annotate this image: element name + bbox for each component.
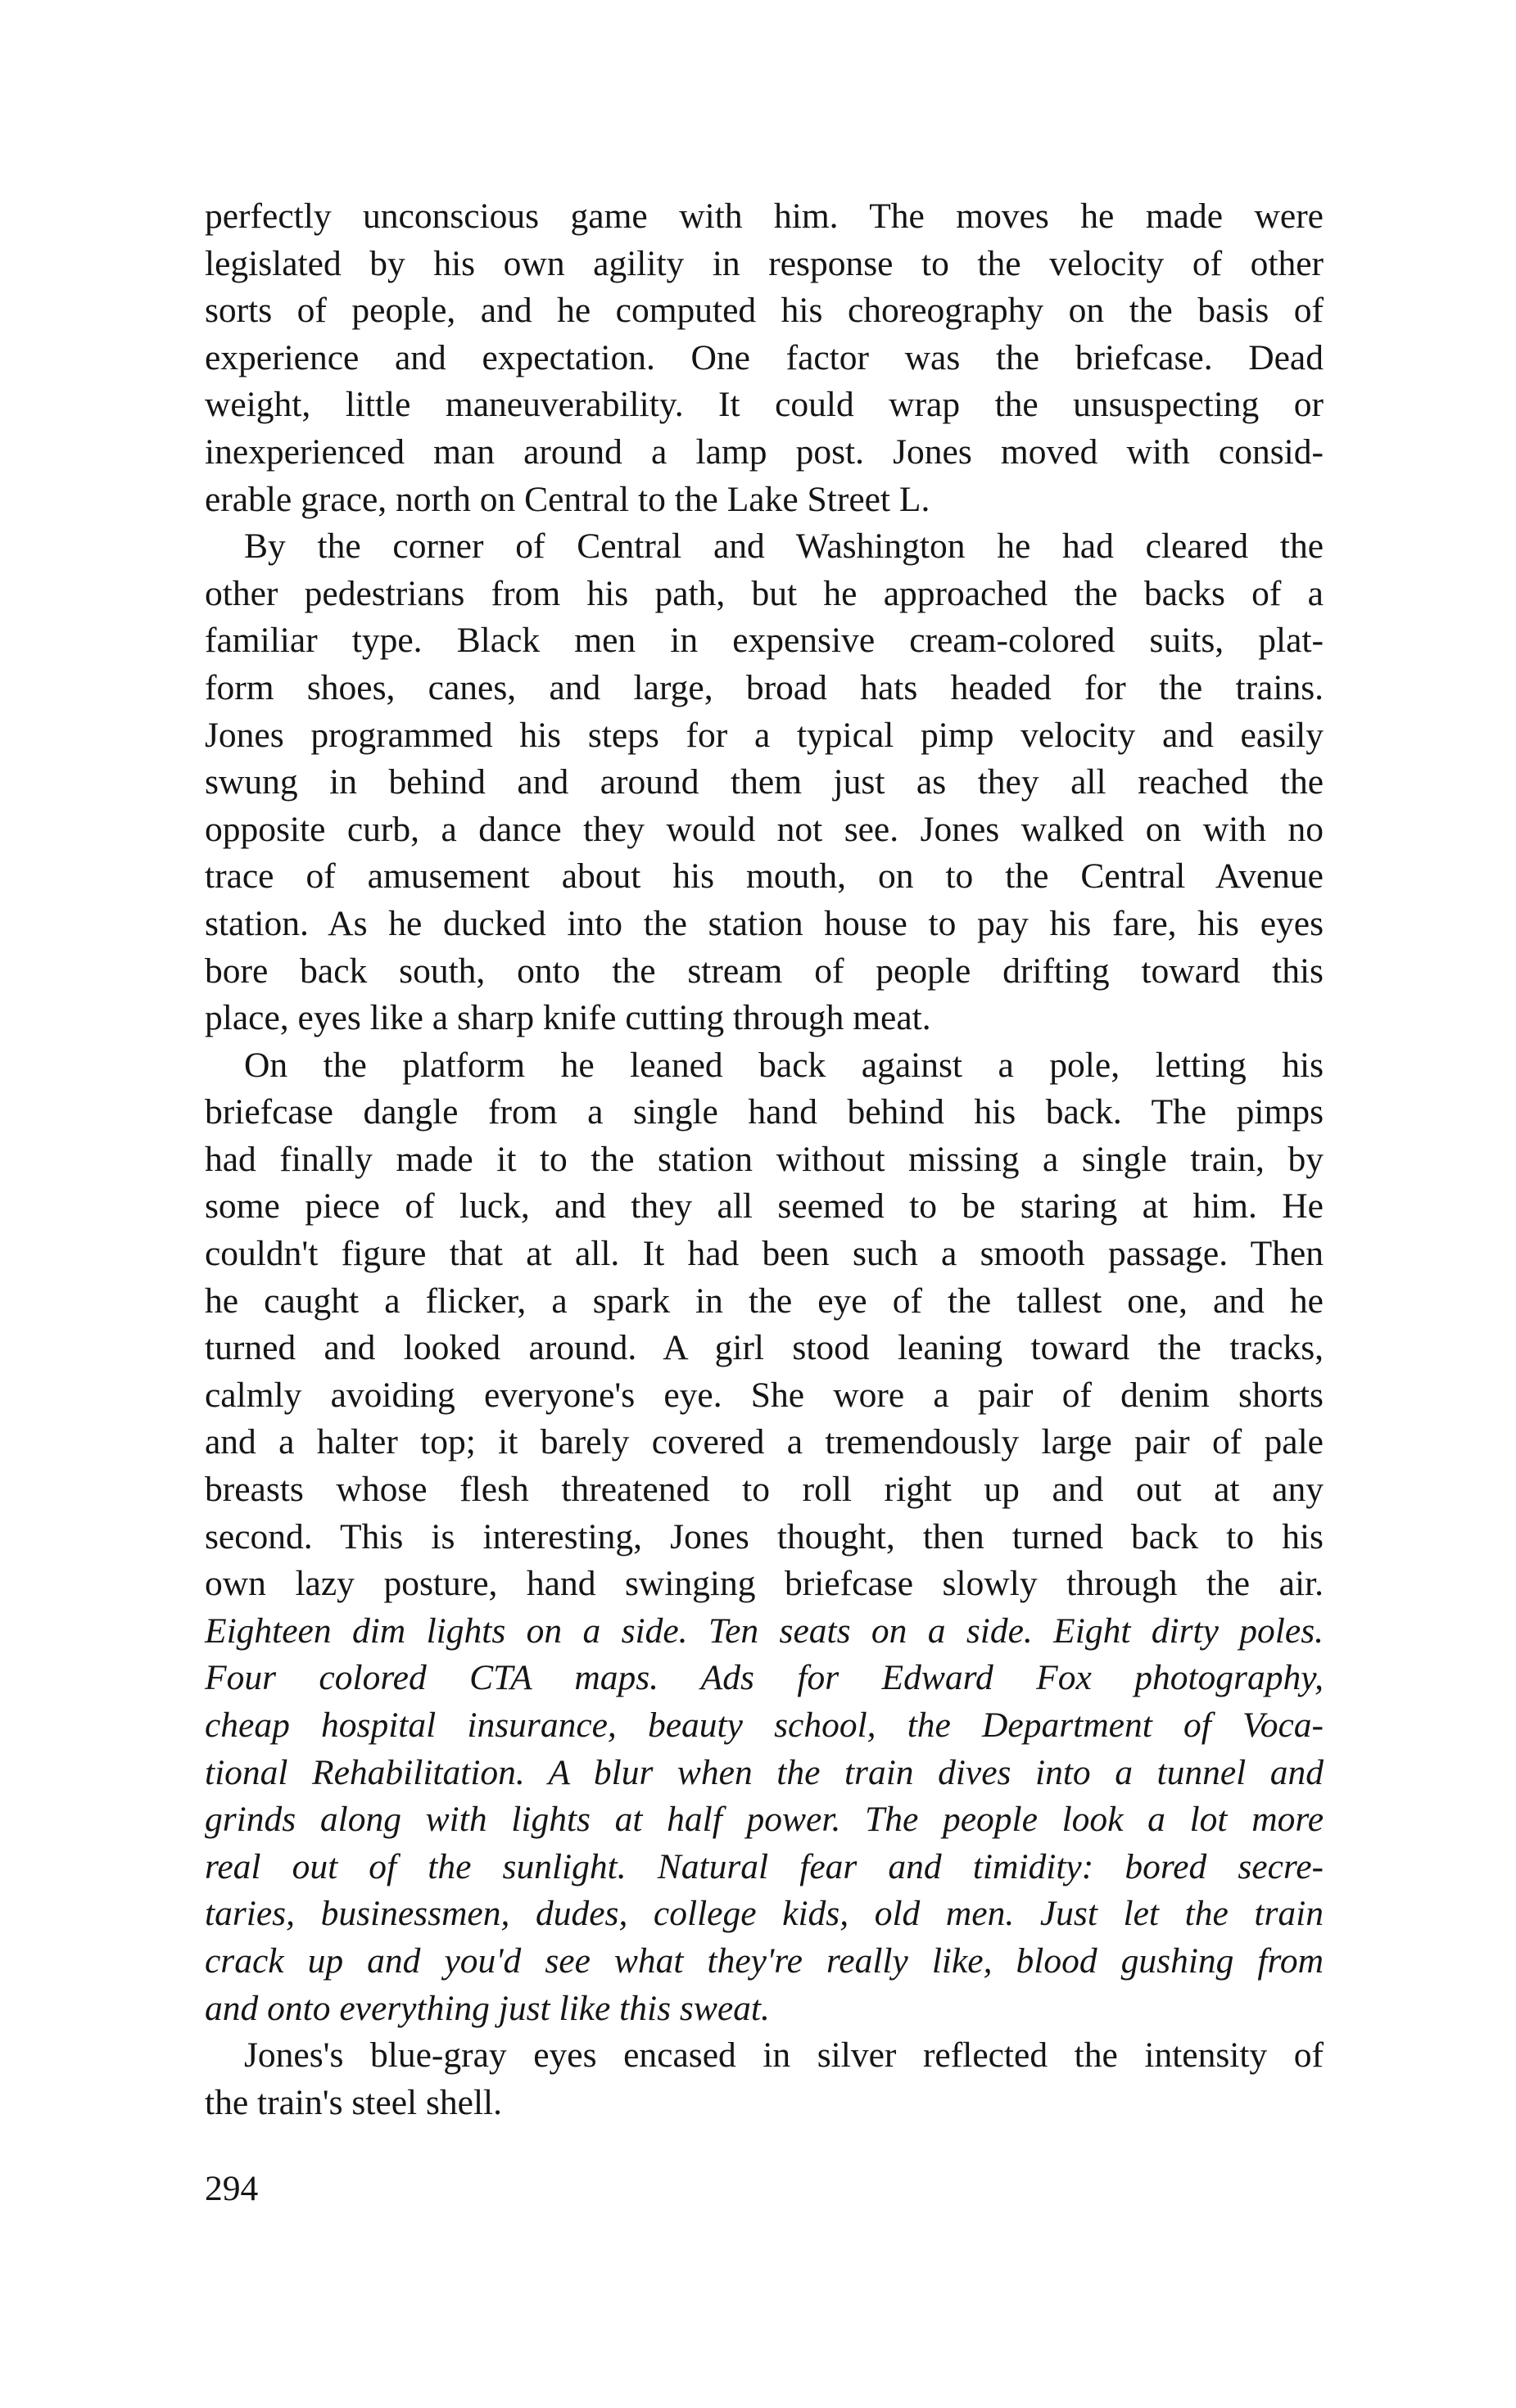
text-line: Jones's blue-gray eyes encased in silver reflected the intensity of [244,2035,1324,2076]
text-line: he caught a flicker, a spark in the eye of the tallest one, and he [205,1281,1324,1321]
text-line: bore back south, onto the stream of people drifting toward this [205,951,1324,991]
text-line: erable grace, north on Central to the Lake Street L. [205,479,930,519]
text-line: On the platform he leaned back against a pole, letting his [244,1045,1324,1085]
text-line: couldn't figure that at all. It had been such a smooth passage. Then [205,1234,1324,1274]
text-line: own lazy posture, hand swinging briefcase slowly through the air. [205,1564,1324,1604]
text-line: sorts of people, and he computed his choreography on the basis of [205,291,1324,331]
text-line: second. This is interesting, Jones thought, then turned back to his [205,1516,1324,1556]
text-line: weight, little maneuverability. It could wrap the unsuspecting or [205,385,1324,425]
text-line: familiar type. Black men in expensive cream-colored suits, plat- [205,621,1324,661]
text-line: cheap hospital insurance, beauty school, the Department of Voca- [205,1705,1324,1745]
text-line: some piece of luck, and they all seemed to be staring at him. He [205,1186,1324,1227]
text-line: calmly avoiding everyone's eye. She wore a pair of denim shorts [205,1375,1324,1415]
text-line: inexperienced man around a lamp post. Jones moved with consid- [205,431,1324,472]
text-line: real out of the sunlight. Natural fear and timidity: bored secre- [205,1846,1324,1886]
text-line: other pedestrians from his path, but he approached the backs of a [205,573,1324,613]
text-line: swung in behind and around them just as they all reached the [205,762,1324,802]
text-line: breasts whose flesh threatened to roll right up and out at any [205,1470,1324,1510]
text-line: legislated by his own agility in response to the velocity of other [205,243,1324,283]
text-line: station. As he ducked into the station house to pay his fare, his eyes [205,903,1324,943]
text-line: the train's steel shell. [205,2082,502,2122]
text-line: had finally made it to the station without missing a single train, by [205,1139,1324,1179]
text-line: tional Rehabilitation. A blur when the train dives into a tunnel and [205,1752,1324,1792]
text-line: opposite curb, a dance they would not see. Jones walked on with no [205,809,1324,849]
text-line: place, eyes like a sharp knife cutting through meat. [205,998,931,1038]
text-line: By the corner of Central and Washington he had cleared the [244,526,1324,567]
text-line: crack up and you'd see what they're really like, blood gushing from [205,1940,1324,1981]
text-line: and onto everything just like this sweat. [205,1988,770,2028]
text-line: experience and expectation. One factor was the briefcase. Dead [205,337,1324,377]
text-line: perfectly unconscious game with him. The moves he made were [205,197,1324,236]
text-line: briefcase dangle from a single hand behind his back. The pimps [205,1092,1324,1132]
text-line: taries, businessmen, dudes, college kids, old men. Just let the train [205,1894,1324,1934]
text-line: Jones programmed his steps for a typical pimp velocity and easily [205,715,1324,755]
text-line: Eighteen dim lights on a side. Ten seats on a side. Eight dirty poles. [205,1611,1324,1651]
body-text [205,193,1324,2126]
text-line: grinds along with lights at half power. The people look a lot more [205,1800,1324,1840]
text-line: turned and looked around. A girl stood leaning toward the tracks, [205,1328,1324,1368]
text-line: trace of amusement about his mouth, on to the Central Avenue [205,856,1324,897]
text-line: Four colored CTA maps. Ads for Edward Fox photography, [205,1658,1324,1698]
text-line: and a halter top; it barely covered a tremendously large pair of pale [205,1422,1324,1462]
page-number: 294 [205,2169,259,2208]
text-line: form shoes, canes, and large, broad hats headed for the trains. [205,667,1324,707]
